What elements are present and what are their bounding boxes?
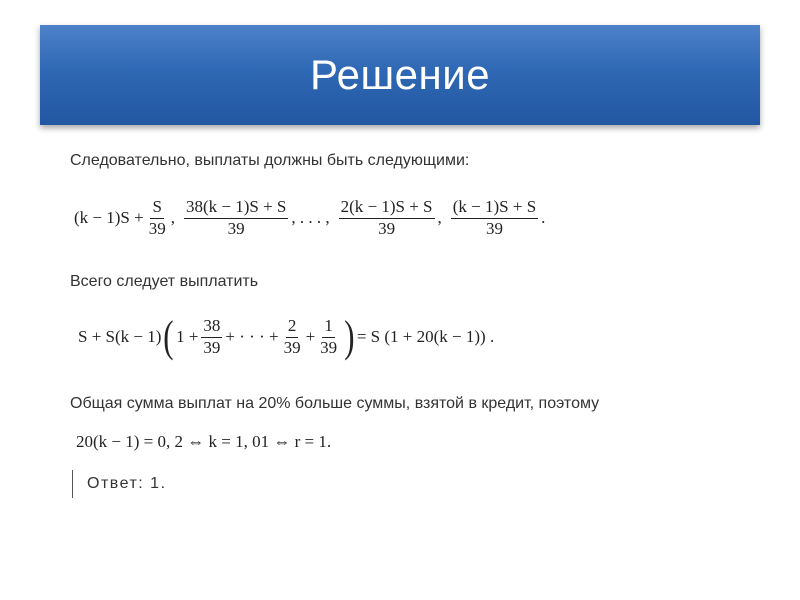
eq2-fraction-2: [282, 317, 303, 357]
eq2-result: = S (1 + 20(k − 1)) .: [356, 327, 495, 346]
fraction-numerator: S: [150, 198, 163, 219]
eq1-fraction-2: [184, 198, 288, 238]
intro-sentence: Следовательно, выплаты должны быть следующими:: [70, 152, 470, 169]
fraction-numerator: 1: [322, 317, 335, 338]
fraction-numerator: 2(k − 1)S + S: [339, 198, 435, 219]
conclusion-sentence: Общая сумма выплат на 20% больше суммы, взятой в кредит, поэтому: [70, 395, 600, 412]
eq2-lead: S + S(k − 1): [78, 327, 162, 346]
eq1-term: (k − 1)S +: [74, 208, 144, 228]
eq1-period: .: [541, 208, 546, 228]
eq2-fraction-1: [201, 317, 222, 357]
payments-formula: [74, 198, 545, 238]
eq1-separator: ,: [170, 208, 175, 228]
fraction-denominator: 39: [485, 218, 503, 238]
fraction-numerator: (k − 1)S + S: [451, 198, 538, 219]
answer-line: Ответ: 1.: [72, 470, 167, 498]
total-formula: [78, 312, 495, 361]
fraction-denominator: 39: [283, 337, 301, 357]
eq1-fraction-3: [339, 198, 435, 238]
eq1-ellipsis: , . . . ,: [291, 208, 330, 228]
total-sentence: Всего следует выплатить: [70, 273, 259, 290]
title-banner: [40, 25, 760, 125]
eq1-separator: ,: [437, 208, 442, 228]
eq2-dots: + · · · +: [225, 327, 279, 346]
fraction-numerator: 2: [286, 317, 299, 338]
fraction-denominator: 39: [203, 337, 221, 357]
fraction-numerator: 38(k − 1)S + S: [184, 198, 288, 219]
fraction-denominator: 39: [320, 337, 338, 357]
fraction-denominator: 39: [378, 218, 396, 238]
fraction-denominator: 39: [148, 218, 166, 238]
fraction-denominator: 39: [227, 218, 245, 238]
eq2-one: 1 +: [176, 327, 199, 346]
eq2-plus: +: [305, 327, 316, 346]
solution-equation: 20(k − 1) = 0, 2 ⇔ k = 1, 01 ⇔ r = 1.: [76, 432, 332, 451]
eq1-fraction-4: [451, 198, 538, 238]
eq1-fraction-1: [147, 198, 168, 238]
right-paren: ): [344, 312, 355, 361]
eq2-fraction-3: [318, 317, 339, 357]
slide-title: Решение: [309, 51, 491, 98]
fraction-numerator: 38: [201, 317, 222, 338]
left-paren: (: [163, 312, 174, 361]
